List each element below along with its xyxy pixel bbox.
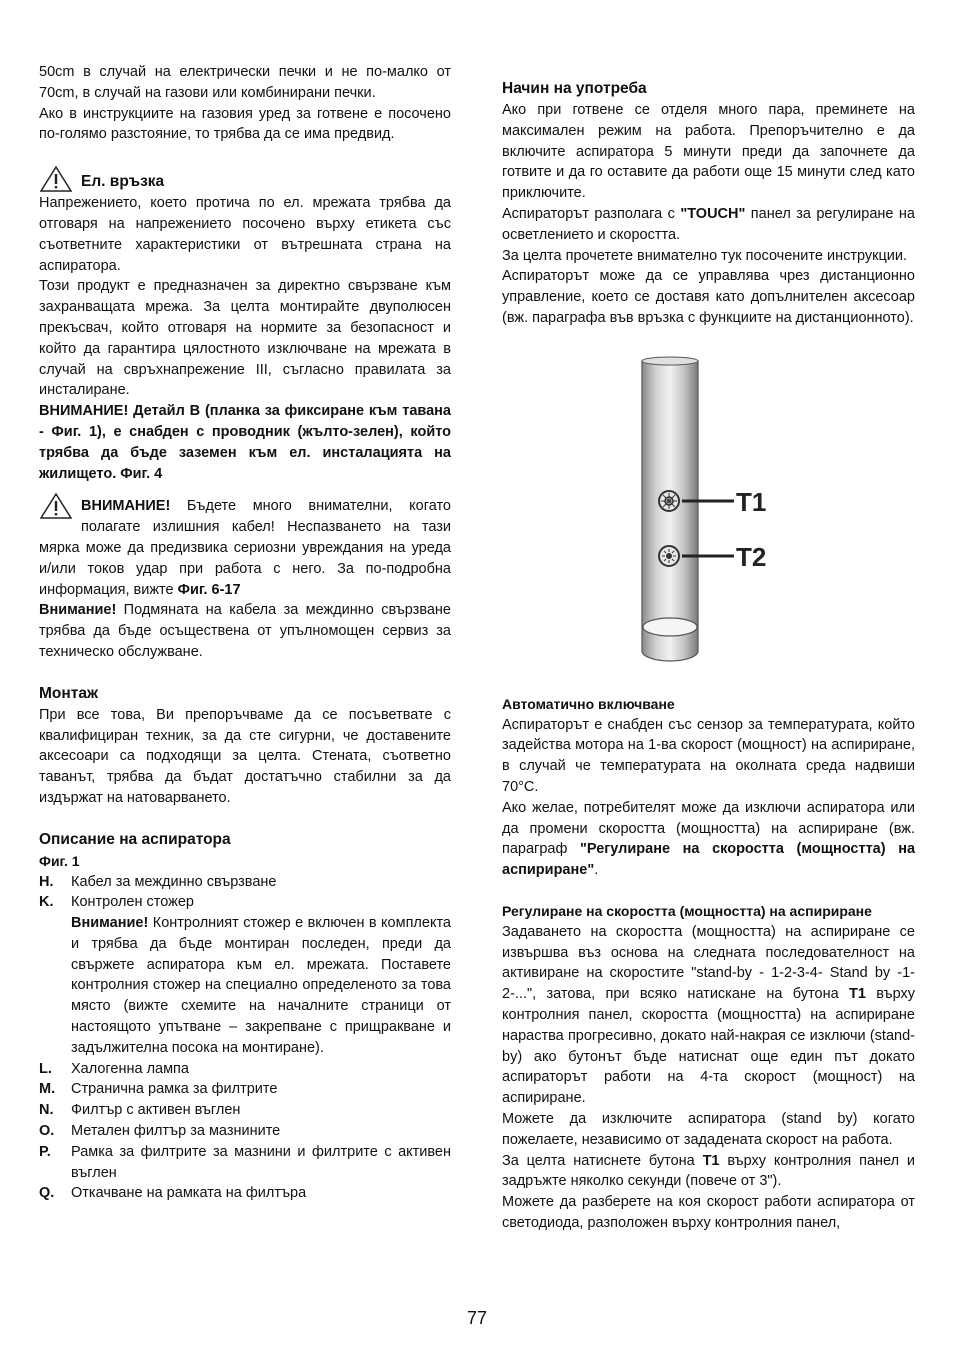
auto-on-paragraph-2: Ако желае, потребителят може да изключи аспиратора или да промени скоростта (мощността) на аспириране (вж. параграф "Регулиране на скоростта (мощността) на аспириране". (502, 799, 916, 879)
warning-icon (39, 492, 73, 520)
speed-paragraph-1: Задаването на скоростта (мощността) на аспириране се извършва въз основа на следната последователност на активиране на скоростите "stand-by - 1-2-3-4- Stand by -1-2-...", затова, при всяко натискане на бутона T1 върху контролния панел, скоростта (мощността) на аспириране нараства прогресивно, докато най-накрая се изключи (stand-by) ако бутонът бъде натиснат още един път докато аспираторът работи на 4-та скорост (мощност) на аспириране. (502, 923, 915, 1107)
electrical-warning-bold: ВНИМАНИЕ! Детайл B (планка за фиксиране към тавана - Фиг. 1), е снабден с проводник (жълто-зелен), който трябва да бъде заземен към ел. инсталацията на жилището. Фиг. 4 (39, 403, 451, 482)
electrical-title: Ел. връзка (81, 173, 165, 191)
list-item: H. Кабел за междинно свързване (39, 873, 277, 890)
auto-on-paragraph-1: Аспираторът е снабден със сензор за температурата, който задейства мотора на 1-ва скорост (мощност) на аспириране, в случай че температурата на околната среда надвиши 70°C. (502, 716, 915, 795)
intro-paragraph-2: Ако в инструкциите на газовия уред за готвене е посочено по-голямо разстояние, то трябва да се има предвид. (39, 105, 451, 143)
page-number: 77 (466, 1308, 488, 1328)
list-item: P. Рамка за филтрите за мазнини и филтрите с активен въглен (39, 1143, 451, 1181)
auto-on-title: Автоматично включване (502, 695, 675, 712)
speed-paragraph-4: Можете да разберете на коя скорост работи аспиратора от светодиода, разположен върху контролния панел, (502, 1194, 915, 1231)
list-item: O. Метален филтър за мазнините (39, 1123, 281, 1140)
list-item-note: Внимание! Контролният стожер е включен в комплекта и трябва да бъде монтиран последен, преди да свържете аспиратора към ел. мрежата. Поставете контролния стожер на специално определеното за това място (вижте схемите на началните страници от настоящото упътване – закрепване с прищракване и задължителна посока на монтиране). (71, 915, 451, 1056)
usage-paragraph-1: Ако при готвене се отделя много пара, преминете на максимален режим на работа. Препоръчително е да включите аспиратора 5 минути преди да започнете да готвите и да го оставите да работи още 15 минути след като приключите. (502, 102, 915, 202)
warning-icon (39, 165, 73, 193)
intro-paragraph-1: 50cm в случай на електрически печки и не по-малко от 70cm, в случай на газови или комбинирани печки. (39, 64, 451, 101)
control-panel-figure (502, 345, 915, 680)
electrical-paragraph-1: Напрежението, което протича по ел. мрежата трябва да отговаря на напрежението посочено върху етикета със съответните характеристики от вътрешната страна на аспиратора. (39, 195, 451, 274)
cable-warning-label: ВНИМАНИЕ! (81, 498, 171, 515)
description-title: Описание на аспиратора (39, 830, 231, 848)
electrical-section-heading (39, 165, 451, 193)
control-column-illustration (502, 345, 915, 680)
usage-paragraph-4: Аспираторът може да се управлява чрез дистанционно управление, което се доставя като допълнителен аксесоар (вж. параграфа във връзка с функциите на дистанционното). (502, 268, 915, 326)
cable-warning-paragraph: ВНИМАНИЕ! Бъдете много внимателни, когато полагате излишния кабел! Неспазването на тази мярка може да предизвика сериозни увреждания на уреда и/или токов удар при работа с него. За по-подробна информация, вижте Фиг. 6-17 (39, 496, 451, 600)
list-item: L. Халогенна лампа (39, 1060, 189, 1077)
usage-paragraph-2: Аспираторът разполага с "TOUCH" панел за регулиране на осветлението и скоростта. (502, 205, 915, 243)
list-item: N. Филтър с активен въглен (39, 1102, 241, 1119)
usage-title: Начин на употреба (502, 80, 647, 97)
t2-label: T2 (736, 541, 767, 572)
list-item: M. Странична рамка за филтрите (39, 1081, 278, 1098)
figure-reference: Фиг. 6-17 (177, 581, 241, 598)
speed-paragraph-2: Можете да изключите аспиратора (stand by) когато пожелаете, независимо от зададената скорост на работа. (502, 1110, 915, 1148)
speed-title: Регулиране на скоростта (мощността) на аспириране (502, 902, 872, 919)
electrical-paragraph-2: Този продукт е предназначен за директно свързване към захранващата мрежа. За целта монтирайте двуполюсен прекъсвач, който отговаря на нормите за безопасност и който да гарантира цялостното изключване на мрежата в случай на свръхнапрежение III, съгласно правилата за инсталиране. (39, 278, 451, 399)
list-item: Q. Откачване на рамката на филтъра (39, 1185, 307, 1202)
mounting-paragraph: При все това, Ви препоръчваме да се посъветвате с квалифициран техник, за да сте сигурни, че доставените аксесоари са подходящи за целта. Стената, съответно таванът, трябва да бъдат достатъчно стабилни за да издържат на натоварването. (39, 706, 451, 806)
light-button-icon (659, 546, 679, 566)
cable-replacement-paragraph: Внимание! Подмяната на кабела за междинно свързване трябва да бъде осъществена от упълномощен сервиз за техническо обслужване. (39, 602, 451, 660)
description-figure-label: Фиг. 1 (39, 852, 80, 869)
left-column (39, 62, 451, 1204)
right-column (502, 78, 915, 1234)
parts-list (39, 872, 451, 1205)
t1-label: T1 (736, 486, 767, 517)
speed-button-icon (659, 491, 679, 511)
list-item: K. Контролен стожер (39, 894, 194, 911)
usage-paragraph-3: За целта прочетете внимателно тук посочените инструкции. (502, 247, 908, 264)
speed-paragraph-3: За целта натиснете бутона T1 върху контролния панел и задръжте няколко секунди (повече от 3"). (502, 1152, 915, 1190)
mounting-title: Монтаж (39, 684, 98, 702)
